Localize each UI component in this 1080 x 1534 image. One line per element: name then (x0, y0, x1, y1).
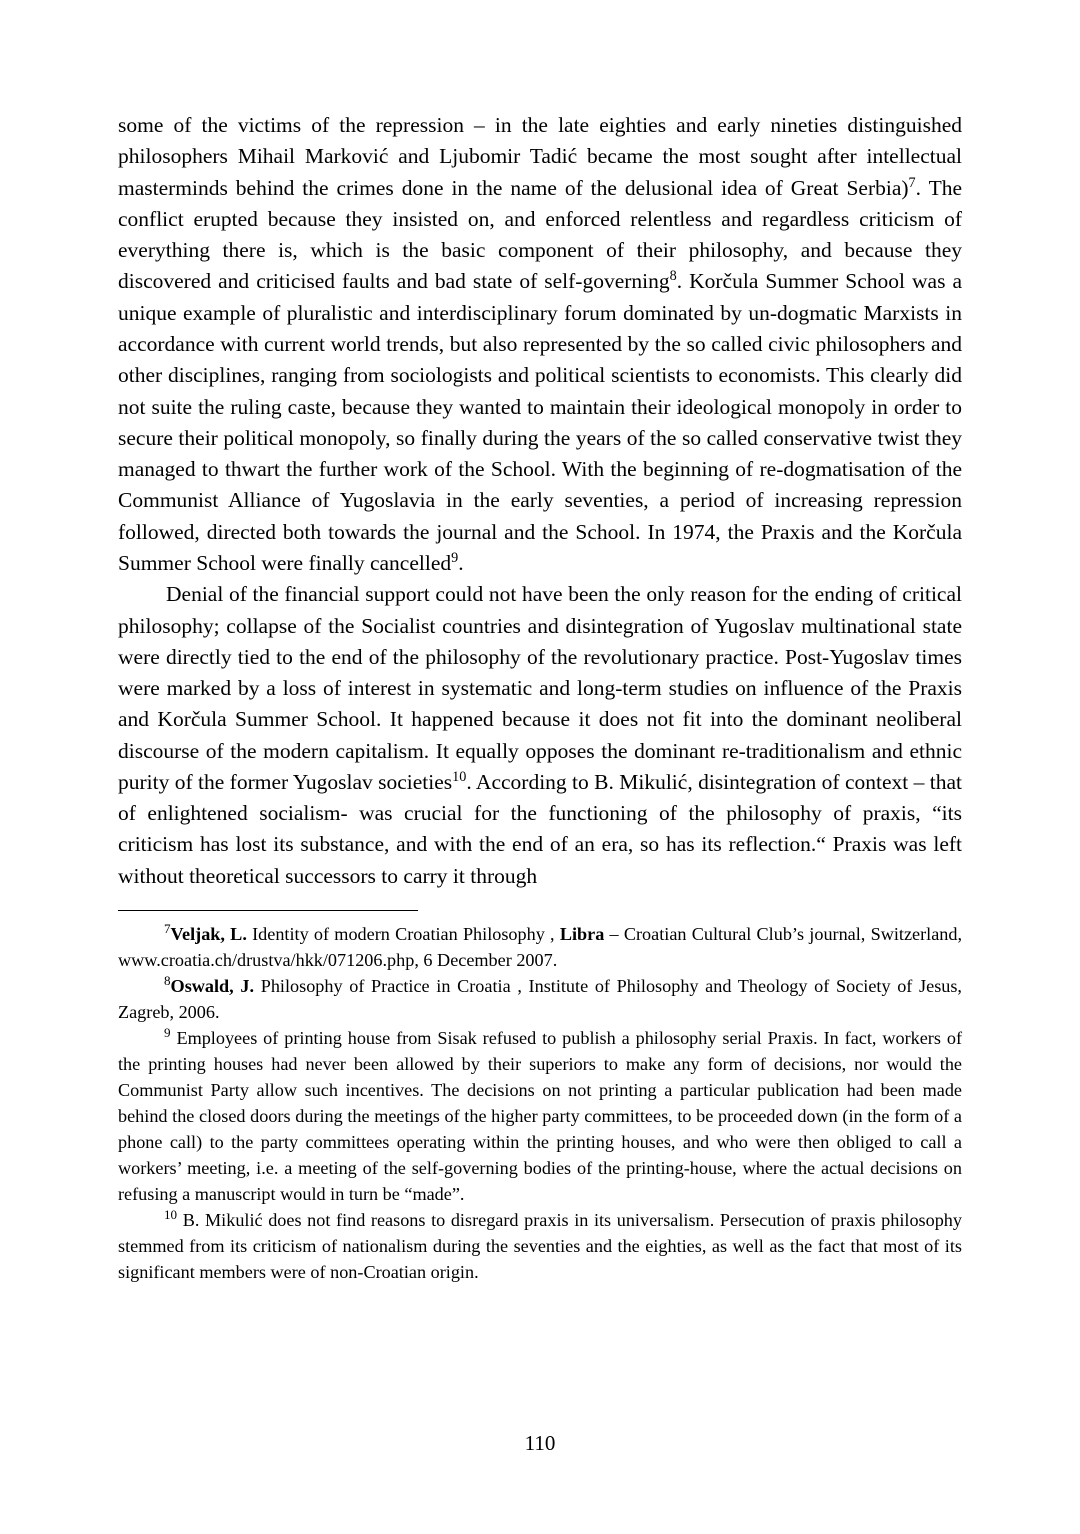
paragraph-1 (118, 110, 962, 579)
footnote-marker-8: 8 (669, 268, 677, 285)
footnote-text: Identity of modern Croatian Philosophy , (246, 924, 560, 945)
footnote-text-cont: – Croatian Cultural Club’s journal, Switzerland, www.croatia.ch/drustva/hkk/071206.php, 6 December 2007. (118, 924, 963, 971)
footnote-author: Oswald, J. (170, 976, 255, 997)
footnote-number: 10 (164, 1207, 178, 1223)
footnote-text: Employees of printing house from Sisak refused to publish a philosophy serial Praxis. In fact, workers of the printing houses had never been allowed by their superiors to make any form of decisions, nor would the Communist Party allow such incentives. The decisions on not printing a particular publication had been made behind the closed doors during the meetings of the higher party committees, to be proceeded down (in the form of a phone call) to the party committees operating within the printing houses, and who were then obliged to call a workers’ meeting, i.e. a meeting of the self-governing bodies of the printing-house, where the actual decisions on refusing a manuscript would in turn be “made”. (118, 1028, 962, 1205)
footnote-number: 7 (164, 920, 171, 936)
footnote-number: 8 (164, 973, 171, 988)
paragraph-1-text-1: some of the victims of the repression – in the late eighties and early nineties distinguished philosophers Mihail Marković and Ljubomir Tadić became the most sought after intellectual masterminds behind the crimes done in the name of the delusional idea of Great Serbia) (118, 113, 962, 200)
body-text-block (118, 110, 962, 892)
footnote-item (118, 1025, 962, 1207)
page-number: 110 (524, 1431, 556, 1455)
footnote-source: Libra (559, 924, 605, 945)
footnote-item (118, 1207, 962, 1285)
footnote-item (118, 973, 962, 1025)
footnote-number: 9 (164, 1025, 171, 1041)
paragraph-2 (118, 579, 962, 892)
paragraph-2-text-2: . According to B. Mikulić, disintegration of context – that of enlightened socialism- was crucial for the functioning of the philosophy of praxis, “its criticism has lost its substance, and with the end of an era, so has its reflection.“ Praxis was left without theoretical successors to carry it through (118, 769, 962, 888)
footnote-text: B. Mikulić does not find reasons to disregard praxis in its universalism. Persecution of praxis philosophy stemmed from its criticism of nationalism during the seventies and the eighties, as well as the fact that most of its significant members were of non-Croatian origin. (118, 1210, 962, 1283)
paragraph-1-text-2: . The conflict erupted because they insisted on, and enforced relentless and regardless criticism of everything there is, which is the basic component of their philosophy, and because they discovered and criticised faults and bad state of self-governing (118, 175, 962, 294)
footnote-marker-9: 9 (451, 549, 459, 566)
footnote-author: Veljak, L. (170, 924, 247, 945)
footnote-marker-10: 10 (452, 768, 467, 785)
footnote-item (118, 921, 962, 973)
footnotes-block (118, 921, 962, 1285)
paragraph-1-text-4: . (458, 550, 464, 575)
footnote-marker-7: 7 (908, 174, 916, 191)
footnote-text: Philosophy of Practice in Croatia , Institute of Philosophy and Theology of Society of Jesus, Zagreb, 2006. (118, 976, 962, 1023)
paragraph-1-text-3: . Korčula Summer School was a unique example of pluralistic and interdisciplinary forum dominated by un-dogmatic Marxists in accordance with current world trends, but also represented by the so called civic philosophers and other disciplines, ranging from sociologists and political scientists to economists. This clearly did not suite the ruling caste, because they wanted to maintain their ideological monopoly in order to secure their political monopoly, so finally during the years of the so called conservative twist they managed to thwart the further work of the School. With the beginning of re-dogmatisation of the Communist Alliance of Yugoslavia in the early seventies, a period of increasing repression followed, directed both towards the journal and the School. In 1974, the Praxis and the Korčula Summer School were finally cancelled (118, 269, 962, 575)
footnote-separator (118, 910, 418, 911)
paragraph-2-text-1: Denial of the financial support could not have been the only reason for the ending of critical philosophy; collapse of the Socialist countries and disintegration of Yugoslav multinational state were directly tied to the end of the philosophy of the revolutionary practice. Post-Yugoslav times were marked by a loss of interest in systematic and long-term studies on influence of the Praxis and Korčula Summer School. It happened because it does not fit into the dominant neoliberal discourse of the modern capitalism. It equally opposes the dominant re-traditionalism and ethnic purity of the former Yugoslav societies (118, 582, 962, 794)
